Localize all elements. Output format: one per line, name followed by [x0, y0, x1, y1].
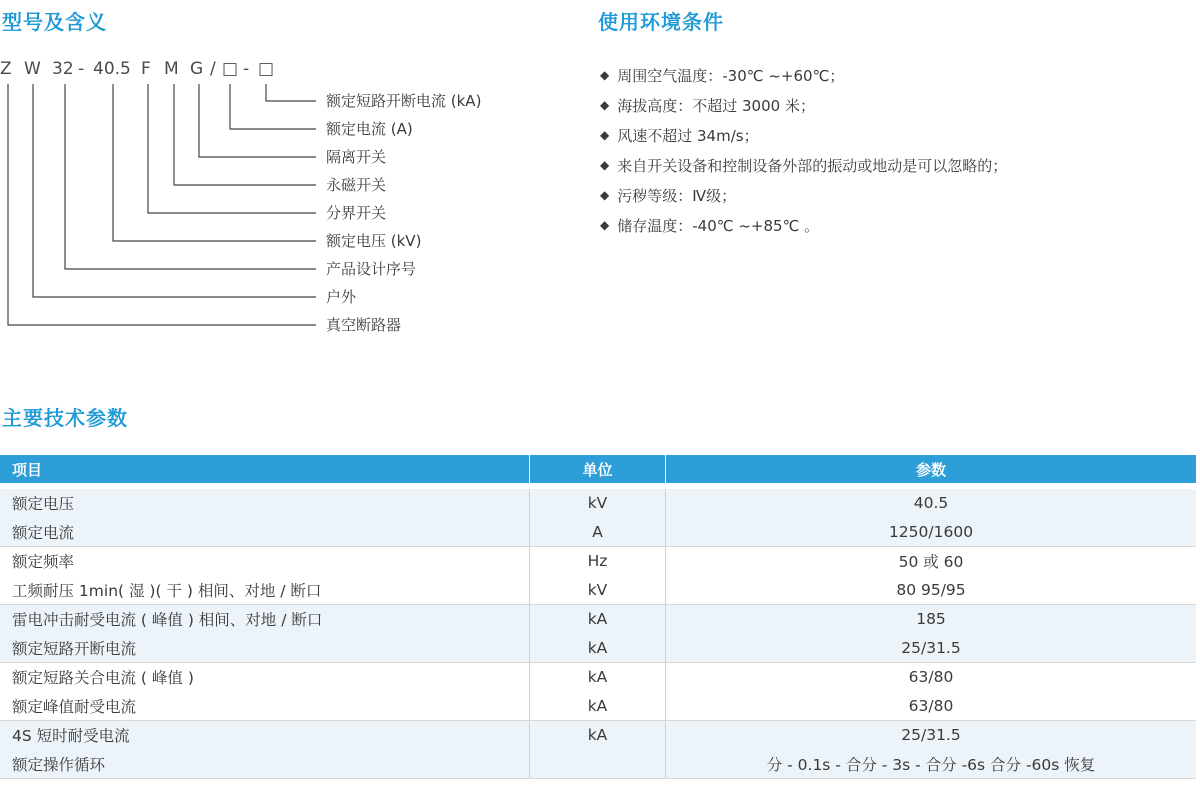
cell-value: 63/80 [908, 696, 954, 715]
code-char-f: F [141, 59, 151, 79]
cell-item: 额定电压 [0, 489, 530, 518]
code-char-box-breaking: □ [258, 59, 275, 79]
cell-value: 50 或 60 [898, 553, 964, 572]
header-value: 参数 [915, 460, 946, 479]
cell-value: 185 [916, 610, 946, 629]
cell-value: 25/31.5 [901, 638, 961, 657]
env-item-text: 来自开关设备和控制设备外部的振动或地动是可以忽略的； [617, 156, 1008, 175]
cell-item: 额定短路关合电流 ( 峰值 ) [0, 663, 530, 692]
desc-vacuum-breaker: 真空断路器 [326, 316, 402, 334]
model-section-title: 型号及含义 [2, 10, 107, 34]
env-item-vibration [600, 150, 1007, 180]
desc-demarcation-switch: 分界开关 [326, 204, 387, 222]
header-unit: 单位 [530, 455, 666, 483]
cell-item: 额定电流 [0, 518, 530, 547]
cell-item: 雷电冲击耐受电流 ( 峰值 ) 相间、对地 / 断口 [0, 605, 530, 634]
code-char-voltage: 40.5 [93, 59, 131, 79]
table-row [0, 489, 1196, 518]
cell-unit: kV [530, 576, 666, 605]
diamond-bullet-icon: ◆ [600, 98, 610, 112]
diamond-bullet-icon: ◆ [600, 218, 610, 232]
environment-section-title: 使用环境条件 [598, 10, 724, 34]
technical-params-section-title: 主要技术参数 [2, 406, 128, 430]
cell-unit: kA [530, 721, 666, 750]
env-item-text: 污秽等级：Ⅳ级； [617, 186, 737, 205]
diamond-bullet-icon: ◆ [600, 68, 610, 82]
table-row [0, 605, 1196, 634]
cell-unit: kV [530, 489, 666, 518]
cell-item: 额定频率 [0, 547, 530, 576]
code-char-z: Z [0, 59, 12, 79]
table-row [0, 634, 1196, 663]
desc-design-serial: 产品设计序号 [326, 260, 417, 278]
cell-unit: A [530, 518, 666, 547]
table-row-group [0, 489, 1196, 547]
env-item-altitude [600, 90, 1007, 120]
table-row-group [0, 721, 1196, 779]
table-row [0, 750, 1196, 779]
desc-rated-voltage: 额定电压 (kV) [326, 232, 422, 250]
table-row [0, 692, 1196, 721]
env-item-ambient-temp [600, 60, 1007, 90]
code-char-dash-1: - [78, 59, 85, 79]
desc-outdoor: 户外 [326, 288, 357, 306]
header-item: 项目 [0, 455, 530, 483]
desc-rated-short-circuit-breaking-current: 额定短路开断电流 (kA) [326, 92, 482, 110]
diamond-bullet-icon: ◆ [600, 128, 610, 142]
code-char-m: M [164, 59, 179, 79]
env-item-text: 海拔高度：不超过 3000 米； [617, 96, 815, 115]
code-char-series: 32 [52, 59, 74, 79]
table-row [0, 576, 1196, 605]
cell-unit: kA [530, 692, 666, 721]
code-char-slash: / [210, 59, 216, 79]
cell-item: 4S 短时耐受电流 [0, 721, 530, 750]
desc-permanent-magnet-switch: 永磁开关 [326, 176, 387, 194]
env-item-wind-speed [600, 120, 1007, 150]
env-item-text: 周围空气温度：-30℃ ~+60℃； [617, 66, 845, 85]
cell-value: 25/31.5 [901, 726, 961, 745]
table-header-row [0, 455, 1196, 483]
cell-unit: Hz [530, 547, 666, 576]
model-code-connector-lines [0, 0, 330, 340]
diamond-bullet-icon: ◆ [600, 188, 610, 202]
cell-item: 额定峰值耐受电流 [0, 692, 530, 721]
desc-rated-current: 额定电流 (A) [326, 120, 413, 138]
cell-value: 40.5 [913, 494, 949, 513]
environment-conditions-list [600, 60, 1007, 240]
env-item-pollution-level [600, 180, 1007, 210]
table-row [0, 547, 1196, 576]
cell-value: 80 95/95 [896, 580, 966, 599]
code-char-box-current: □ [222, 59, 239, 79]
cell-unit: kA [530, 663, 666, 692]
table-row [0, 663, 1196, 692]
code-char-g: G [190, 59, 204, 79]
code-char-dash-2: - [243, 59, 250, 79]
table-row-group [0, 547, 1196, 605]
code-char-w: W [24, 59, 41, 79]
cell-unit: kA [530, 634, 666, 663]
cell-value: 1250/1600 [888, 522, 974, 541]
cell-value: 63/80 [908, 668, 954, 687]
env-item-storage-temp [600, 210, 1007, 240]
cell-value: 分 - 0.1s - 合分 - 3s - 合分 -6s 合分 -60s 恢复 [766, 755, 1096, 774]
table-row-group [0, 605, 1196, 663]
desc-isolating-switch: 隔离开关 [326, 148, 387, 166]
cell-item: 额定短路开断电流 [0, 634, 530, 663]
table-row-group [0, 663, 1196, 721]
env-item-text: 风速不超过 34m/s； [617, 126, 759, 145]
cell-unit: kA [530, 605, 666, 634]
technical-params-table [0, 455, 1196, 779]
cell-item: 工频耐压 1min( 湿 )( 干 ) 相间、对地 / 断口 [0, 576, 530, 605]
env-item-text: 储存温度：-40℃ ~+85℃ 。 [617, 216, 820, 235]
cell-item: 额定操作循环 [0, 750, 530, 779]
table-row [0, 721, 1196, 750]
cell-unit [530, 750, 666, 779]
diamond-bullet-icon: ◆ [600, 158, 610, 172]
table-row [0, 518, 1196, 547]
